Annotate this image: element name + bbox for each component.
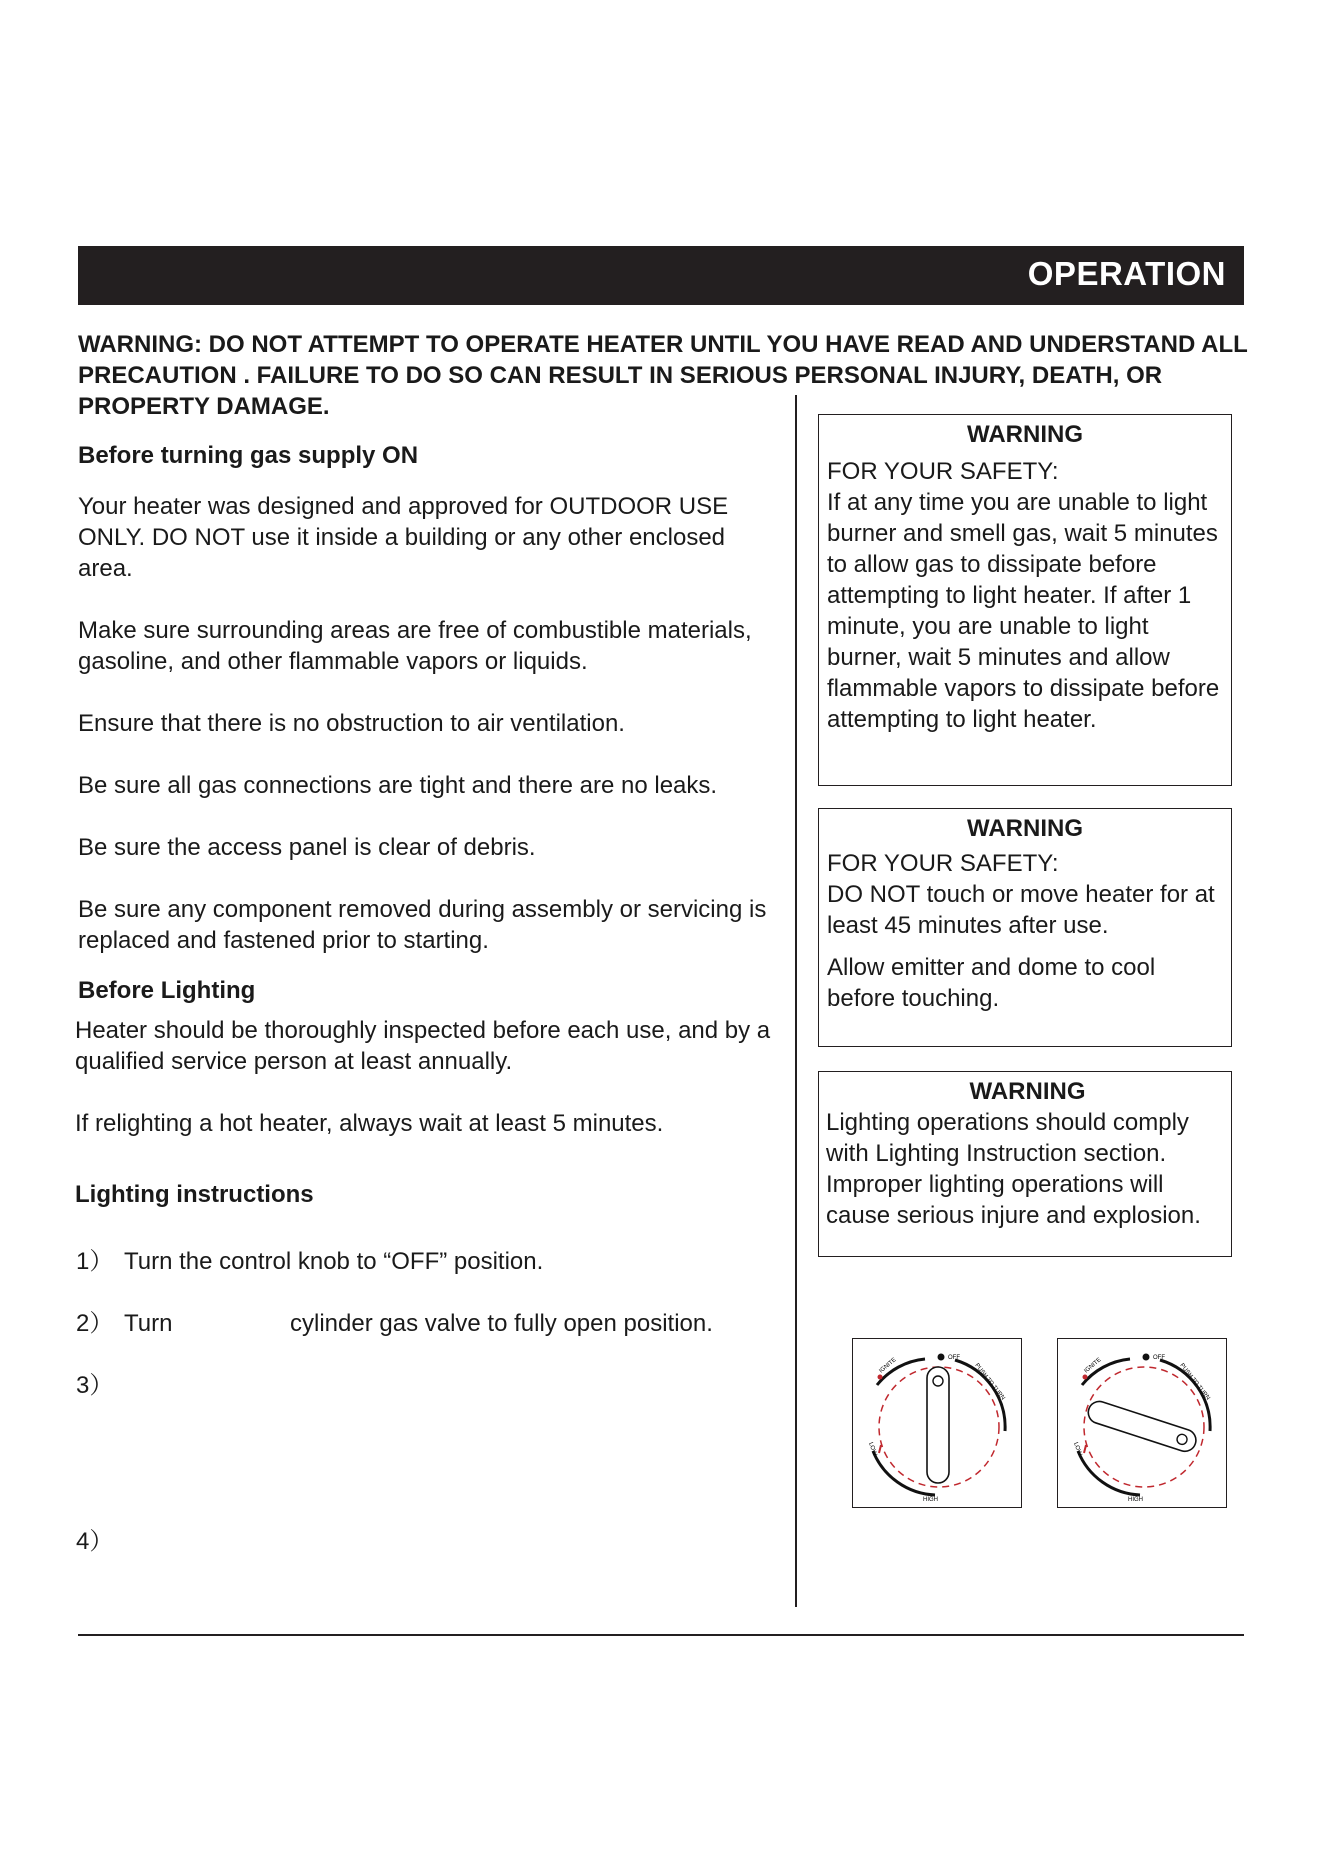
warning-2-title: WARNING	[967, 815, 1083, 842]
section-title: OPERATION	[1027, 255, 1226, 292]
control-knob-diagram-ignite	[1057, 1338, 1227, 1508]
knob-dial-ignite-graphic	[1058, 1339, 1226, 1507]
step-2-text-b: cylinder gas valve to fully open position.	[290, 1310, 713, 1337]
left-column	[75, 440, 783, 1210]
lighting-heading: Lighting instructions	[75, 1181, 314, 1208]
warning-1-title: WARNING	[967, 421, 1083, 448]
step-2	[76, 1308, 713, 1339]
dial-high-label: HIGH	[923, 1497, 938, 1503]
warning-2-sub: FOR YOUR SAFETY:	[827, 850, 1059, 877]
before-gas-p5: Be sure the access panel is clear of debris.	[78, 834, 536, 861]
warning-2-text: DO NOT touch or move heater for at least 45 minutes after use.	[827, 881, 1215, 939]
before-gas-p2: Make sure surrounding areas are free of combustible materials, gasoline, and other flammable vapors or liquids.	[78, 617, 752, 675]
dial-low-label: LOW	[867, 1441, 878, 1457]
step-4-number: 4）	[76, 1528, 114, 1555]
column-divider	[795, 395, 797, 1607]
step-4	[76, 1526, 113, 1557]
dial2-high-label: HIGH	[1128, 1497, 1143, 1503]
main-warning: WARNING: DO NOT ATTEMPT TO OPERATE HEATER UNTIL YOU HAVE READ AND UNDERSTAND ALL PRECAUTION . FAILURE TO DO SO CAN RESULT IN SERIOUS PERSONAL INJURY, DEATH, OR PROPERTY DAMAGE.	[78, 331, 1248, 420]
step-1	[76, 1246, 543, 1277]
step-2-text-a: Turn	[124, 1310, 173, 1337]
before-gas-p6: Be sure any component removed during assembly or servicing is replaced and fastened prior to starting.	[78, 896, 767, 954]
step-2-number: 2）	[76, 1310, 114, 1337]
dial2-off-label: OFF	[1153, 1355, 1165, 1361]
before-gas-heading: Before turning gas supply ON	[78, 442, 419, 469]
before-gas-p1: Your heater was designed and approved for OUTDOOR USE ONLY. DO NOT use it inside a building or any other enclosed area.	[78, 493, 729, 582]
control-knob-diagram-off	[852, 1338, 1022, 1508]
warning-3-title: WARNING	[969, 1078, 1086, 1105]
warning-box-safety-1	[818, 414, 1232, 786]
dial2-ignite-label: IGNITE	[1083, 1357, 1103, 1375]
step-1-number: 1）	[76, 1248, 114, 1275]
footer-rule	[78, 1634, 1244, 1636]
warning-3-text: Lighting operations should comply with Lighting Instruction section. Improper lighting operations will cause serious injure and explosion.	[826, 1109, 1201, 1229]
warning-box-safety-2	[818, 808, 1232, 1047]
dial2-low-label: LOW	[1072, 1441, 1083, 1457]
before-lighting-p1: Heater should be thoroughly inspected before each use, and by a qualified service person at least annually.	[75, 1017, 771, 1075]
step-1-text: Turn the control knob to “OFF” position.	[124, 1248, 544, 1275]
before-lighting-heading: Before Lighting	[78, 977, 256, 1004]
dial-off-label: OFF	[948, 1355, 960, 1361]
before-gas-p4: Be sure all gas connections are tight and there are no leaks.	[78, 772, 718, 799]
dial-ignite-label: IGNITE	[878, 1357, 898, 1375]
before-lighting-p2: If relighting a hot heater, always wait at least 5 minutes.	[75, 1110, 664, 1137]
step-3-number: 3）	[76, 1372, 114, 1399]
section-banner	[78, 246, 1244, 305]
knob-dial-off-graphic	[853, 1339, 1021, 1507]
dial2-push-label: PUSH TO TURN	[1178, 1362, 1211, 1402]
step-3	[76, 1370, 113, 1401]
warning-box-lighting	[818, 1071, 1232, 1257]
before-gas-p3: Ensure that there is no obstruction to air ventilation.	[78, 710, 625, 737]
dial-push-label: PUSH TO TURN	[973, 1362, 1006, 1402]
warning-2-text2: Allow emitter and dome to cool before touching.	[827, 954, 1156, 1012]
warning-1-text: If at any time you are unable to light burner and smell gas, wait 5 minutes to allow gas to dissipate before attempting to light heater. If after 1 minute, you are unable to light burner, wait 5 minutes and allow flammable vapors to dissipate before attempting to light heater.	[827, 489, 1220, 733]
warning-1-sub: FOR YOUR SAFETY:	[827, 458, 1059, 485]
